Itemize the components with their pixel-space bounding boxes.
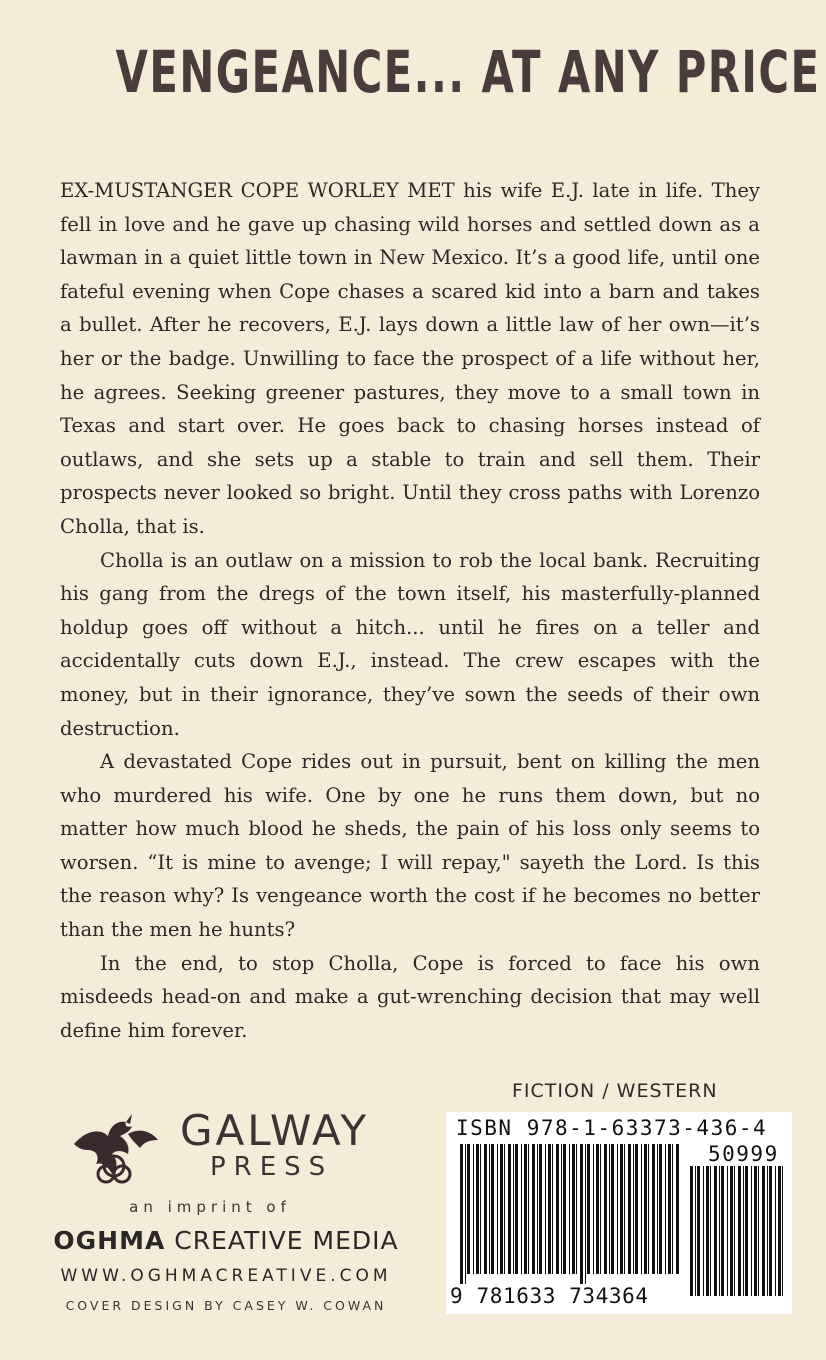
barcode-bar <box>460 1144 463 1284</box>
barcode-bar <box>500 1144 503 1274</box>
headline: VENGEANCE... AT ANY PRICE <box>115 38 821 106</box>
barcode-bar <box>665 1144 666 1274</box>
barcode-bar <box>548 1144 551 1274</box>
barcode-bar <box>730 1166 733 1296</box>
barcode-bar <box>710 1166 711 1296</box>
barcode-bar <box>563 1144 566 1274</box>
barcode-bar <box>672 1144 673 1274</box>
barcode-bar <box>585 1144 586 1284</box>
isbn-text: ISBN 978-1-63373-436-4 <box>456 1116 768 1140</box>
barcode-bar <box>480 1144 481 1274</box>
barcode-bar <box>539 1144 542 1274</box>
barcode-bar <box>721 1166 724 1296</box>
barcode-bar <box>497 1144 498 1274</box>
dragon-knot-icon <box>66 1110 162 1186</box>
barcode-bar <box>690 1166 693 1296</box>
barcode-bar <box>762 1166 765 1296</box>
barcode-bar <box>569 1144 570 1274</box>
addon-bars <box>690 1166 786 1306</box>
publisher-name: GALWAY <box>180 1106 370 1155</box>
parent-publisher <box>0 1226 452 1255</box>
ean-bars <box>460 1144 680 1284</box>
parent-publisher-rest: CREATIVE MEDIA <box>165 1226 399 1255</box>
barcode-bar <box>611 1144 614 1274</box>
barcode-bar <box>706 1166 709 1296</box>
barcode-bar <box>628 1144 631 1274</box>
barcode-bar <box>596 1144 599 1274</box>
barcode-bar <box>476 1144 479 1274</box>
barcode-bar <box>714 1166 717 1296</box>
barcode-bar <box>489 1144 490 1274</box>
barcode-bar <box>528 1144 529 1274</box>
barcode-bar <box>738 1166 741 1296</box>
barcode-bar <box>754 1166 757 1296</box>
barcode-bar <box>532 1144 535 1274</box>
barcode-bar <box>467 1144 470 1274</box>
price-code: 50999 <box>708 1142 779 1166</box>
barcode-bar <box>465 1144 466 1284</box>
barcode-bar <box>719 1166 720 1296</box>
blurb-text <box>60 174 760 1047</box>
barcode-bar <box>609 1144 610 1274</box>
barcode-bar <box>617 1144 618 1274</box>
barcode-bar <box>515 1144 518 1274</box>
barcode-bar <box>734 1166 735 1296</box>
barcode-bar <box>769 1166 772 1296</box>
genre-label: FICTION / WESTERN <box>512 1080 718 1102</box>
barcode-bar <box>576 1144 577 1274</box>
barcode-bar <box>668 1144 671 1274</box>
barcode-bar <box>508 1144 511 1274</box>
barcode-bar <box>521 1144 522 1274</box>
imprint-line: an imprint of <box>129 1198 291 1216</box>
blurb-paragraph-1 <box>60 174 760 544</box>
blurb-paragraph-2: Cholla is an outlaw on a mission to rob the local bank. Recruiting his gang from the dregs of the town itself, his masterfully-planned holdup goes off without a hitch... until he fires on a teller and accidentally cuts down E.J., instead. The crew escapes with the money, but in their ignorance, they’ve sown the seeds of their own destruction. <box>60 548 760 740</box>
barcode-bar <box>604 1144 607 1274</box>
barcode-bar <box>644 1144 647 1274</box>
parent-publisher-bold: OGHMA <box>53 1226 166 1255</box>
ean-text: 9 781633 734364 <box>450 1284 649 1308</box>
barcode-bar <box>587 1144 590 1274</box>
design-credit: COVER DESIGN BY CASEY W. COWAN <box>65 1298 387 1313</box>
barcode-bar <box>767 1166 768 1296</box>
barcode <box>446 1112 792 1314</box>
barcode-bar <box>697 1166 700 1296</box>
barcode-bar <box>600 1144 601 1274</box>
barcode-bar <box>524 1144 527 1274</box>
barcode-bar <box>545 1144 546 1274</box>
barcode-bar <box>641 1144 642 1274</box>
barcode-bar <box>593 1144 594 1274</box>
barcode-bar <box>676 1144 679 1274</box>
barcode-bar <box>556 1144 559 1274</box>
barcode-bar <box>633 1144 634 1274</box>
barcode-bar <box>484 1144 487 1274</box>
barcode-bar <box>473 1144 474 1274</box>
barcode-bar <box>648 1144 649 1274</box>
barcode-bar <box>572 1144 575 1274</box>
barcode-bar <box>758 1166 759 1296</box>
website: WWW.OGHMACREATIVE.COM <box>60 1266 392 1286</box>
blurb-paragraph-1-text: his wife E.J. late in life. They fell in love and he gave up chasing wild horses and settled down as a lawman in a quiet little town in New Mexico. It’s a good life, until one fateful evening when Cope chases a scared kid into a barn and takes a bullet. After he recovers, E.J. lays down a little law of her own—it’s her or the badge. Unwilling to face the prospect of a life without her, he agrees. Seeking greener pastures, they move to a small town in Texas and start over. He goes back to chasing horses instead of outlaws, and she sets up a stable to train and sell them. Their prospects never looked so bright. Until they cross paths with Lorenzo Cholla, that is. <box>60 179 760 538</box>
barcode-bar <box>782 1166 783 1296</box>
barcode-bar <box>491 1144 494 1274</box>
barcode-bar <box>504 1144 505 1274</box>
barcode-bar <box>745 1166 748 1296</box>
blurb-paragraph-4: In the end, to stop Cholla, Cope is forced to face his own misdeeds head-on and make a gut-wrenching decision that may well define him forever. <box>60 951 760 1042</box>
blurb-lead-in: EX-MUSTANGER COPE WORLEY MET <box>60 179 455 202</box>
barcode-bar <box>537 1144 538 1274</box>
barcode-bar <box>635 1144 638 1274</box>
barcode-bar <box>778 1166 781 1296</box>
barcode-bar <box>743 1166 744 1296</box>
barcode-bar <box>657 1144 658 1274</box>
barcode-bar <box>620 1144 623 1274</box>
barcode-bar <box>652 1144 655 1274</box>
blurb-paragraph-3: A devastated Cope rides out in pursuit, bent on killing the men who murdered his wife. One by one he runs them down, but no matter how much blood he sheds, the pain of his loss only seems to worsen. “It is mine to avenge; I will repay," sayeth the Lord. Is this the reason why? Is vengeance worth the cost if he becomes no better than the men he hunts? <box>60 750 760 942</box>
barcode-bar <box>695 1166 696 1296</box>
barcode-bar <box>703 1166 704 1296</box>
barcode-bar <box>580 1144 583 1284</box>
publisher-sub: PRESS <box>210 1152 334 1182</box>
barcode-bar <box>561 1144 562 1274</box>
barcode-bar <box>775 1166 776 1296</box>
barcode-bar <box>513 1144 514 1274</box>
barcode-bar <box>552 1144 553 1274</box>
barcode-bar <box>624 1144 625 1274</box>
barcode-bar <box>659 1144 662 1274</box>
barcode-bar <box>751 1166 752 1296</box>
barcode-bar <box>727 1166 728 1296</box>
